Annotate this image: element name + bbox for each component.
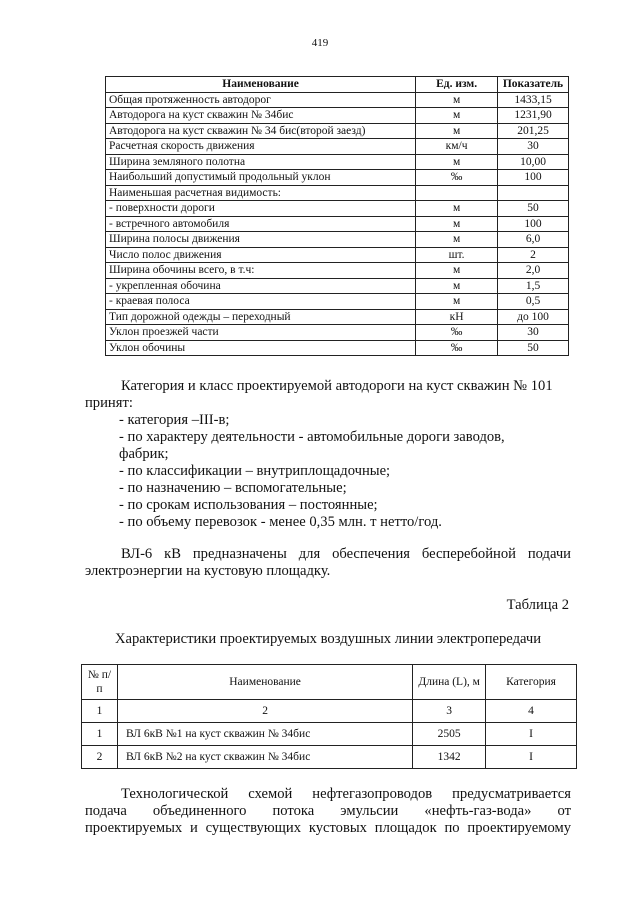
- value-cell: 2: [498, 247, 569, 263]
- unit-cell: м: [416, 278, 498, 294]
- parameter-name-cell: Ширина земляного полотна: [106, 154, 416, 170]
- table-row: [106, 201, 569, 217]
- parameter-name-cell: Наибольший допустимый продольный уклон: [106, 170, 416, 186]
- value-cell: 30: [498, 139, 569, 155]
- unit-cell: км/ч: [416, 139, 498, 155]
- parameter-name-cell: Ширина обочины всего, в т.ч:: [106, 263, 416, 279]
- list-item: - категория –III-в;: [119, 412, 230, 428]
- value-cell: 1231,90: [498, 108, 569, 124]
- value-cell: 1,5: [498, 278, 569, 294]
- parameter-name-cell: Уклон проезжей части: [106, 325, 416, 341]
- list-item: - по характеру деятельности - автомобильные дороги заводов,: [119, 429, 505, 445]
- paragraph-line: электроэнергии на кустовую площадку.: [85, 563, 331, 579]
- table-cell: 1: [82, 723, 118, 746]
- unit-cell: м: [416, 263, 498, 279]
- table-row: [106, 170, 569, 186]
- parameter-name-cell: Тип дорожной одежды – переходный: [106, 309, 416, 325]
- value-cell: 100: [498, 216, 569, 232]
- paragraph-line: подача объединенного потока эмульсии «нефть-газ-вода» от: [85, 803, 571, 819]
- parameter-name-cell: - встречного автомобиля: [106, 216, 416, 232]
- value-cell: 10,00: [498, 154, 569, 170]
- table-row: [106, 123, 569, 139]
- table-cell: 2: [117, 700, 412, 723]
- list-item: - по объему перевозок - менее 0,35 млн. т нетто/год.: [119, 514, 442, 530]
- parameter-name-cell: Уклон обочины: [106, 340, 416, 356]
- table-row: [106, 278, 569, 294]
- value-cell: 0,5: [498, 294, 569, 310]
- paragraph-category: [85, 378, 571, 412]
- table-row: [106, 309, 569, 325]
- unit-cell: [416, 185, 498, 201]
- paragraph-line: ВЛ-6 кВ предназначены для обеспечения бесперебойной подачи: [121, 546, 571, 562]
- table-row: [106, 247, 569, 263]
- parameter-name-cell: Автодорога на куст скважин № 34 бис(второй заезд): [106, 123, 416, 139]
- table-cell: ВЛ 6кВ №2 на куст скважин № 34бис: [117, 746, 412, 769]
- paragraph-line: Технологической схемой нефтегазопроводов предусматривается: [121, 786, 571, 802]
- header-name: Наименование: [106, 77, 416, 93]
- table-row: [106, 139, 569, 155]
- table-cell: 2: [82, 746, 118, 769]
- unit-cell: шт.: [416, 247, 498, 263]
- table-cell: 3: [413, 700, 486, 723]
- header-name: Наименование: [117, 665, 412, 700]
- table-cell: 2505: [413, 723, 486, 746]
- value-cell: [498, 185, 569, 201]
- unit-cell: кН: [416, 309, 498, 325]
- paragraph-line: проектируемых и существующих кустовых площадок по проектируемому: [85, 820, 571, 836]
- table-cell: 4: [486, 700, 577, 723]
- unit-cell: м: [416, 232, 498, 248]
- header-number: № п/п: [82, 665, 118, 700]
- table-row: [106, 108, 569, 124]
- table-row: [106, 92, 569, 108]
- table-row: [106, 263, 569, 279]
- parameter-name-cell: Наименьшая расчетная видимость:: [106, 185, 416, 201]
- list-item: фабрик;: [119, 446, 169, 462]
- parameter-name-cell: - поверхности дороги: [106, 201, 416, 217]
- header-category: Категория: [486, 665, 577, 700]
- table-cell: ВЛ 6кВ №1 на куст скважин № 34бис: [117, 723, 412, 746]
- table-cell: I: [486, 723, 577, 746]
- column-numbering-row: [82, 700, 577, 723]
- header-length: Длина (L), м: [413, 665, 486, 700]
- value-cell: 50: [498, 201, 569, 217]
- parameter-name-cell: - укрепленная обочина: [106, 278, 416, 294]
- value-cell: 6,0: [498, 232, 569, 248]
- table-row: [106, 232, 569, 248]
- value-cell: 201,25: [498, 123, 569, 139]
- header-value: Показатель: [498, 77, 569, 93]
- list-item: - по классификации – внутриплощадочные;: [119, 463, 391, 479]
- table-label: Таблица 2: [506, 597, 569, 613]
- unit-cell: м: [416, 108, 498, 124]
- table-row: [82, 723, 577, 746]
- table-row: [106, 340, 569, 356]
- unit-cell: м: [416, 92, 498, 108]
- parameter-name-cell: Число полос движения: [106, 247, 416, 263]
- table-row: [106, 185, 569, 201]
- value-cell: 100: [498, 170, 569, 186]
- table-row: [106, 216, 569, 232]
- table-caption: Характеристики проектируемых воздушных линии электропередачи: [114, 631, 542, 647]
- unit-cell: м: [416, 154, 498, 170]
- table-header-row: [82, 665, 577, 700]
- parameter-name-cell: Ширина полосы движения: [106, 232, 416, 248]
- header-unit: Ед. изм.: [416, 77, 498, 93]
- unit-cell: м: [416, 201, 498, 217]
- value-cell: 1433,15: [498, 92, 569, 108]
- value-cell: до 100: [498, 309, 569, 325]
- unit-cell: ‰: [416, 340, 498, 356]
- parameter-name-cell: Общая протяженность автодорог: [106, 92, 416, 108]
- unit-cell: ‰: [416, 170, 498, 186]
- table-row: [106, 154, 569, 170]
- value-cell: 30: [498, 325, 569, 341]
- parameter-name-cell: - краевая полоса: [106, 294, 416, 310]
- parameter-name-cell: Расчетная скорость движения: [106, 139, 416, 155]
- table-cell: 1342: [413, 746, 486, 769]
- unit-cell: м: [416, 123, 498, 139]
- table-cell: I: [486, 746, 577, 769]
- paragraph-line: принят:: [85, 395, 133, 411]
- power-lines-table: [81, 664, 577, 769]
- table-cell: 1: [82, 700, 118, 723]
- page-number: 419: [311, 37, 329, 49]
- unit-cell: м: [416, 294, 498, 310]
- paragraph-power-line: [85, 546, 571, 580]
- table-row: [106, 294, 569, 310]
- paragraph-line: Категория и класс проектируемой автодороги на куст скважин № 101: [121, 378, 553, 394]
- value-cell: 2,0: [498, 263, 569, 279]
- list-item: - по назначению – вспомогательные;: [119, 480, 347, 496]
- value-cell: 50: [498, 340, 569, 356]
- road-parameters-table: [105, 76, 569, 356]
- list-item: - по срокам использования – постоянные;: [119, 497, 378, 513]
- paragraph-technology: [85, 786, 571, 837]
- table-row: [106, 325, 569, 341]
- parameter-name-cell: Автодорога на куст скважин № 34бис: [106, 108, 416, 124]
- table-row: [82, 746, 577, 769]
- table-header-row: [106, 77, 569, 93]
- unit-cell: ‰: [416, 325, 498, 341]
- unit-cell: м: [416, 216, 498, 232]
